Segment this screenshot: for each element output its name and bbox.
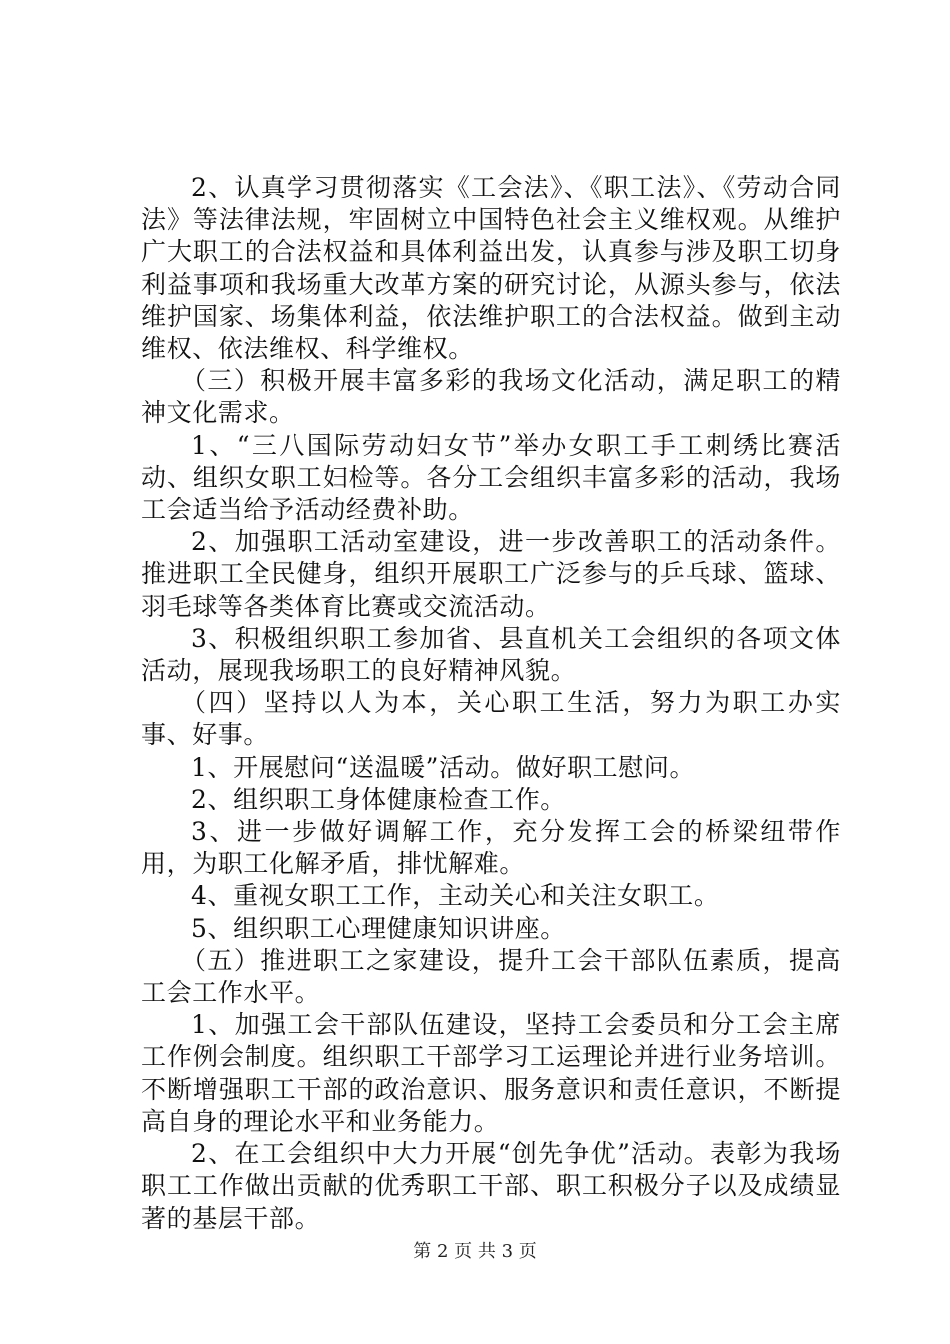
paragraph-item: 2、加强职工活动室建设，进一步改善职工的活动条件。推进职工全民健身，组织开展职工广泛参与的乒乓球、篮球、羽毛球等各类体育比赛或交流活动。 [141, 527, 841, 621]
paragraph-item: 4、重视女职工工作，主动关心和关注女职工。 [191, 881, 720, 911]
paragraph-item: 1、开展慰问“送温暖”活动。做好职工慰问。 [191, 752, 696, 782]
section-heading: （四）坚持以人为本，关心职工生活，努力为职工办实事、好事。 [141, 688, 841, 750]
paragraph-item: 1、加强工会干部队伍建设，坚持工会委员和分工会主席工作例会制度。组织职工干部学习工运理论并进行业务培训。不断增强职工干部的政治意识、服务意识和责任意识，不断提高自身的理论水平和业务能力。 [141, 1010, 841, 1136]
section-heading: （五）推进职工之家建设，提升工会干部队伍素质，提高工会工作水平。 [141, 945, 841, 1008]
paragraph-item: 2、认真学习贯彻落实《工会法》、《职工法》、《劳动合同法》等法律法规，牢固树立中国特色社会主义维权观。从维护广大职工的合法权益和具体利益出发，认真参与涉及职工切身利益事项和我场重大改革方案的研究讨论，从源头参与，依法维护国家、场集体利益，依法维护职工的合法权益。做到主动维权、依法维权、科学维权。 [141, 173, 841, 364]
paragraph-item: 2、组织职工身体健康检查工作。 [191, 784, 566, 814]
paragraph-item: 2、在工会组织中大力开展“创先争优”活动。表彰为我场职工工作做出贡献的优秀职工干部、职工积极分子以及成绩显著的基层干部。 [141, 1139, 841, 1233]
paragraph-item: 1、“三八国际劳动妇女节”举办女职工手工刺绣比赛活动、组织女职工妇检等。各分工会组织丰富多彩的活动，我场工会适当给予活动经费补助。 [141, 430, 841, 525]
section-heading: （三）积极开展丰富多彩的我场文化活动，满足职工的精神文化需求。 [141, 366, 841, 428]
paragraph-item: 3、积极组织职工参加省、县直机关工会组织的各项文体活动，展现我场职工的良好精神风貌。 [141, 623, 841, 686]
document-body [141, 172, 841, 1235]
paragraph-item: 5、组织职工心理健康知识讲座。 [191, 913, 566, 943]
page-number-footer: 第 2 页 共 3 页 [413, 1241, 537, 1262]
paragraph-item: 3、进一步做好调解工作，充分发挥工会的桥梁纽带作用，为职工化解矛盾，排忧解难。 [141, 817, 841, 879]
